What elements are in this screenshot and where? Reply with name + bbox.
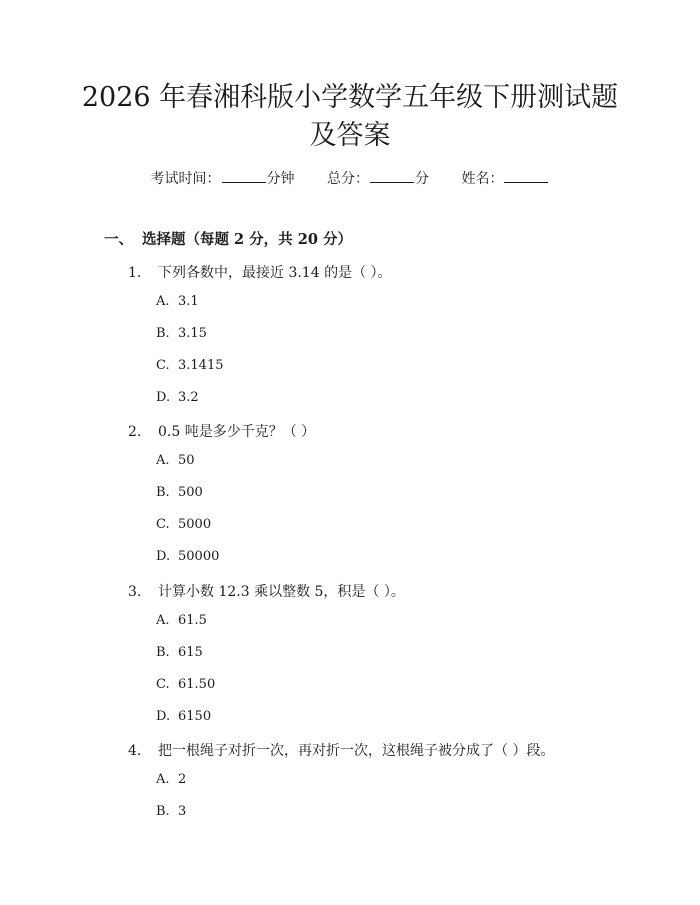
option-letter: A.	[156, 453, 170, 468]
option-text: 6150	[178, 709, 212, 724]
question-1	[128, 262, 392, 282]
page-title-line-1: 2026 年春湘科版小学数学五年级下册测试题	[81, 82, 619, 113]
question-3-option-d	[156, 709, 211, 724]
option-letter: A.	[156, 613, 170, 628]
option-letter: B.	[156, 326, 170, 341]
option-text: 50000	[178, 549, 220, 564]
exam-meta	[0, 168, 700, 188]
question-3-option-a	[156, 613, 207, 628]
option-letter: C.	[156, 517, 170, 532]
option-text: 3.2	[178, 390, 199, 405]
option-text: 3.1415	[178, 358, 224, 373]
option-text: 3	[178, 804, 187, 819]
question-2	[128, 421, 315, 441]
question-1-option-d	[156, 390, 199, 405]
option-text: 3.15	[178, 326, 207, 341]
question-number: 1.	[128, 265, 142, 281]
question-2-option-d	[156, 549, 219, 564]
question-text: 0.5 吨是多少千克？（ ）	[158, 424, 316, 440]
option-letter: D.	[156, 549, 171, 564]
option-letter: B.	[156, 645, 170, 660]
section-title: 选择题（每题 2 分，共 20 分）	[142, 231, 352, 248]
option-text: 615	[178, 645, 203, 660]
section-number: 一、	[104, 231, 133, 248]
question-3-option-c	[156, 677, 215, 692]
student-name-label: 姓名：	[461, 171, 504, 187]
option-letter: C.	[156, 677, 170, 692]
option-text: 50	[178, 453, 195, 468]
question-2-option-b	[156, 485, 203, 500]
question-1-option-b	[156, 326, 207, 341]
exam-time-unit: 分钟	[266, 171, 295, 187]
option-letter: C.	[156, 358, 170, 373]
question-text: 计算小数 12.3 乘以整数 5，积是（ ）。	[158, 584, 405, 600]
option-text: 5000	[178, 517, 212, 532]
option-letter: D.	[156, 709, 171, 724]
question-2-option-c	[156, 517, 211, 532]
option-letter: D.	[156, 390, 171, 405]
option-letter: B.	[156, 485, 170, 500]
question-3	[128, 581, 405, 601]
question-number: 2.	[128, 424, 142, 440]
question-2-option-a	[156, 453, 195, 468]
question-number: 3.	[128, 584, 142, 600]
option-text: 500	[178, 485, 203, 500]
exam-time	[151, 168, 295, 188]
total-score-blank	[370, 170, 414, 183]
exam-time-label: 考试时间：	[150, 171, 221, 187]
question-text: 把一根绳子对折一次，再对折一次，这根绳子被分成了（ ）段。	[158, 743, 555, 759]
question-4-option-b	[156, 804, 186, 819]
page-title-line-2: 及答案	[309, 120, 391, 151]
section-heading	[104, 228, 352, 249]
option-letter: A.	[156, 294, 170, 309]
question-1-option-c	[156, 358, 224, 373]
question-3-option-b	[156, 645, 203, 660]
question-number: 4.	[128, 743, 142, 759]
option-letter: B.	[156, 804, 170, 819]
student-name	[461, 168, 549, 188]
total-score-unit: 分	[415, 171, 429, 187]
option-text: 3.1	[178, 294, 199, 309]
student-name-blank	[504, 170, 548, 183]
exam-time-blank	[222, 170, 266, 183]
total-score-label: 总分：	[327, 171, 369, 187]
question-4	[128, 740, 554, 760]
question-4-option-a	[156, 772, 186, 787]
question-1-option-a	[156, 294, 199, 309]
option-letter: A.	[156, 772, 170, 787]
option-text: 61.5	[178, 613, 207, 628]
option-text: 2	[178, 772, 187, 787]
total-score	[327, 168, 429, 188]
option-text: 61.50	[178, 677, 216, 692]
question-text: 下列各数中，最接近 3.14 的是（ ）。	[158, 265, 392, 281]
